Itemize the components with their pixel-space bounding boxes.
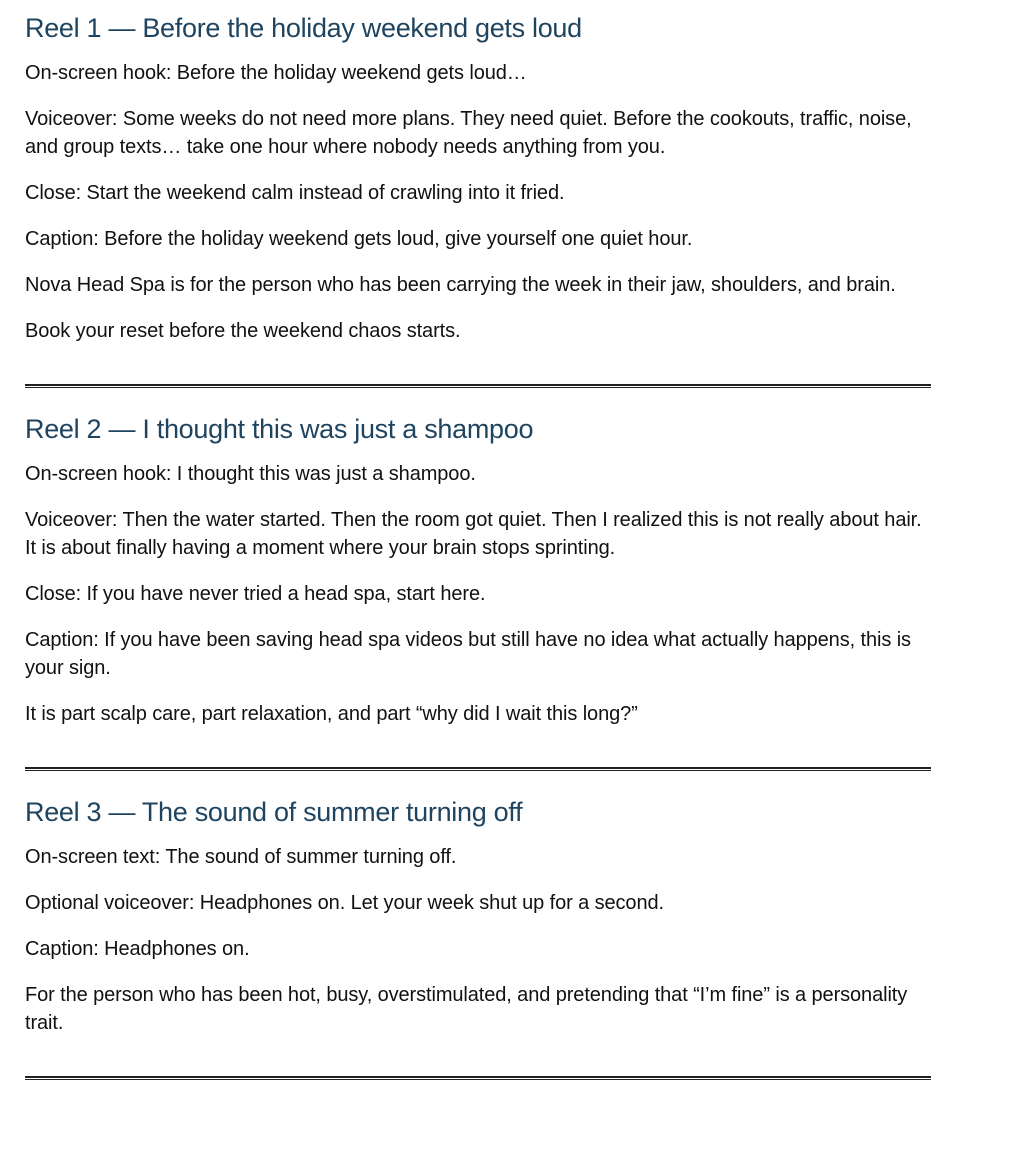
document [25,0,931,1080]
reel-section-2 [25,412,931,728]
paragraph: Voiceover: Then the water started. Then the room got quiet. Then I realized this is not really about hair. It is about finally having a moment where your brain stops sprinting. [25,509,922,559]
paragraph: It is part scalp care, part relaxation, and part “why did I wait this long?” [25,703,638,725]
paragraph: On-screen hook: I thought this was just a shampoo. [25,463,476,485]
paragraph: For the person who has been hot, busy, overstimulated, and pretending that “I’m fine” is a personality trait. [25,984,908,1034]
paragraph: Caption: Headphones on. [25,938,250,960]
paragraph: Caption: Before the holiday weekend gets loud, give yourself one quiet hour. [25,228,693,250]
paragraph: Close: If you have never tried a head spa, start here. [25,583,486,605]
paragraph: Voiceover: Some weeks do not need more plans. They need quiet. Before the cookouts, traffic, noise, and group texts… take one hour where nobody needs anything from you. [25,108,912,158]
paragraph: On-screen text: The sound of summer turning off. [25,846,457,868]
paragraph: Book your reset before the weekend chaos starts. [25,320,461,342]
section-divider [25,767,931,771]
paragraph: Nova Head Spa is for the person who has been carrying the week in their jaw, shoulders, and brain. [25,274,896,296]
section-divider [25,384,931,388]
reel-title: Reel 1 — Before the holiday weekend gets loud [25,13,582,43]
paragraph: Caption: If you have been saving head spa videos but still have no idea what actually happens, this is your sign. [25,629,911,679]
reel-title: Reel 2 — I thought this was just a shampoo [25,414,534,444]
section-divider [25,1076,931,1080]
paragraph: Close: Start the weekend calm instead of crawling into it fried. [25,182,565,204]
paragraph: On-screen hook: Before the holiday weekend gets loud… [25,62,527,84]
reel-section-3 [25,795,931,1037]
reel-section-1 [25,11,931,345]
reel-title: Reel 3 — The sound of summer turning off [25,797,523,827]
paragraph: Optional voiceover: Headphones on. Let your week shut up for a second. [25,892,664,914]
